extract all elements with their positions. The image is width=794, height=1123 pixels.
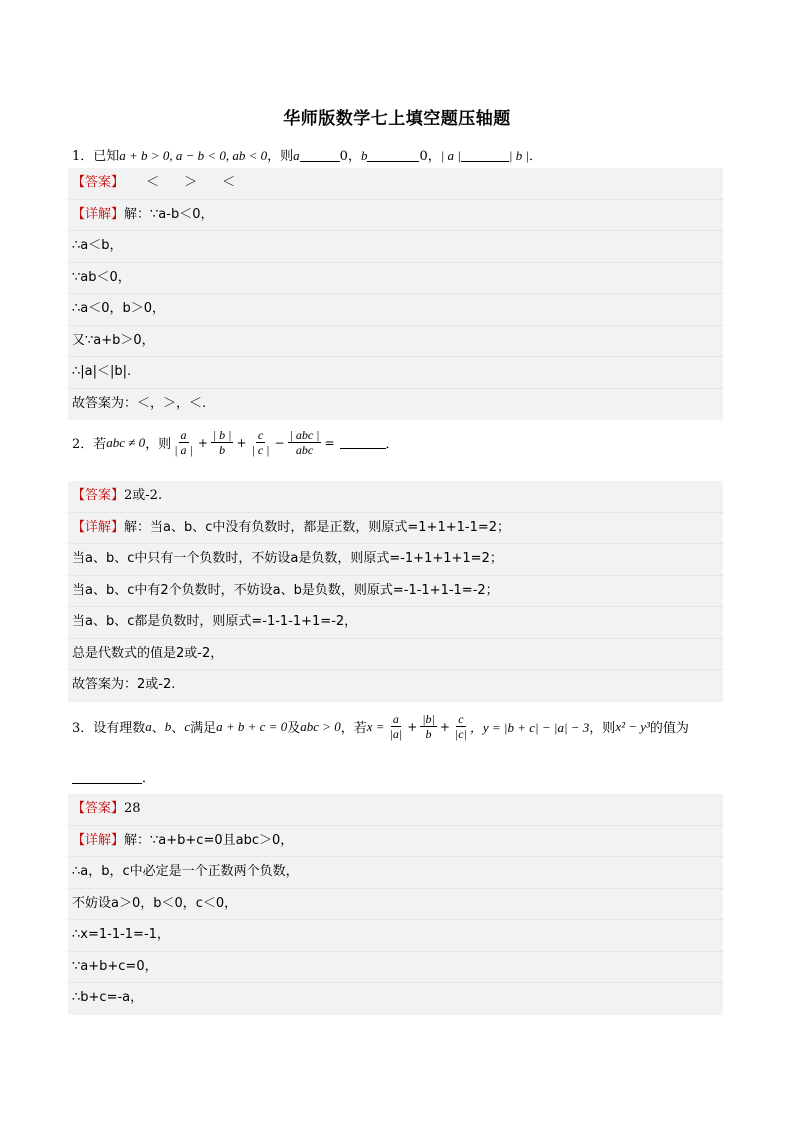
q3-mid-4: ，则: [589, 721, 616, 736]
q1-step: 又∵a+b＞0，: [68, 326, 723, 358]
q3-answer-value: 28: [124, 801, 141, 816]
q3-step: ∵a+b+c=0，: [68, 952, 723, 984]
q1-prefix: 1．已知: [72, 149, 120, 164]
q2-fraction-3: $\frac{c}{| c |}$: [251, 428, 270, 457]
detail-label: 【详解】: [72, 832, 125, 848]
question-2: [72, 428, 399, 457]
q2-end: ．: [385, 437, 399, 452]
q3-var-a: a: [145, 718, 152, 734]
q1-step: ∵ab＜0，: [68, 263, 723, 295]
q2-step: 当a、b、c都是负数时，则原式=-1-1-1+1=-2，: [68, 607, 723, 639]
detail-label: 【详解】: [72, 519, 125, 535]
q3-mid-5: 的值为: [649, 721, 689, 736]
q2-detail-row: [68, 513, 723, 545]
q1-step: ∴a＜0，b＞0，: [68, 294, 723, 326]
q2-step: 当a、b、c中只有一个负数时，不妨设a是负数，则原式=-1+1+1+1=2；: [68, 544, 723, 576]
q3-separator: 、: [151, 721, 165, 736]
answer-label: 【答案】: [72, 488, 125, 503]
q1-step: 解：∵a-b＜0，: [124, 206, 214, 222]
q3-expression: x² − y³: [615, 718, 650, 734]
q1-abs-b: | b |: [508, 148, 530, 163]
q2-step: 当a、b、c中有2个负数时，不妨设a、b是负数，则原式=-1-1+1-1=-2；: [68, 576, 723, 608]
q1-zero-1: 0，: [339, 149, 361, 164]
q2-answer-row: [68, 481, 723, 513]
equals-sign: =: [324, 435, 335, 450]
q1-answer-value: ＜ ＞ ＜: [146, 175, 242, 190]
q1-zero-2: 0，: [419, 149, 441, 164]
q3-condition-2: abc > 0: [300, 718, 341, 734]
q1-abs-a: | a |: [440, 148, 461, 163]
q2-fraction-2: $\frac{| b |}{b}$: [212, 428, 232, 457]
q3-var-b: b: [164, 718, 172, 734]
q1-mid: ，则: [267, 149, 294, 164]
q2-step: 故答案为：2或-2.: [72, 677, 176, 692]
q1-end: ．: [529, 149, 543, 164]
q3-detail-row: [68, 826, 723, 858]
q1-detail-row: [68, 200, 723, 232]
page-title: 华师版数学七上填空题压轴题: [283, 109, 511, 129]
q1-var-b: b: [360, 148, 368, 163]
q1-answer-row: [68, 168, 723, 200]
q1-answer-box: [68, 168, 723, 420]
q3-answer-box: [68, 794, 723, 1015]
q3-prefix: 3．设有理数: [72, 721, 146, 736]
q3-step: 解：∵a+b+c=0且abc＞0，: [124, 832, 294, 848]
q1-blank-3[interactable]: [461, 149, 509, 162]
q2-fraction-1: $\frac{a}{| a |}$: [174, 428, 193, 457]
q2-prefix: 2．若: [72, 437, 107, 452]
question-3-continuation: [72, 767, 155, 786]
plus-sign: +: [197, 435, 208, 450]
answer-label: 【答案】: [72, 175, 125, 190]
q3-blank[interactable]: [72, 771, 142, 784]
q1-blank-1[interactable]: [300, 149, 340, 162]
q3-x-equals: x =: [366, 718, 385, 734]
q3-mid-1: 满足: [190, 721, 217, 736]
q3-mid-2: 及: [287, 721, 301, 736]
q1-blank-2[interactable]: [367, 149, 419, 162]
q1-condition: a + b > 0, a − b < 0, ab < 0: [119, 148, 268, 163]
q1-step: 故答案为：＜，＞，＜.: [72, 395, 207, 411]
q2-answer-box: [68, 481, 723, 702]
q3-answer-row: [68, 794, 723, 826]
q3-mid-3: ，若: [340, 721, 367, 736]
question-1: [72, 145, 542, 164]
q1-step: ∴a＜b，: [68, 231, 723, 263]
q3-separator: 、: [171, 721, 185, 736]
plus-sign: +: [236, 435, 247, 450]
q1-step: ∴|a|＜|b|.: [68, 357, 723, 389]
q2-mid: ，则: [145, 437, 172, 452]
q3-end: ．: [142, 771, 156, 786]
q3-step: 不妨设a＞0，b＜0，c＜0，: [68, 889, 723, 921]
q3-step: ∴b+c=-a，: [72, 990, 144, 1005]
detail-label: 【详解】: [72, 206, 125, 222]
minus-sign: −: [274, 435, 285, 450]
q1-var-a: a: [293, 148, 300, 163]
q3-fraction-1: $\frac{a}{|a|}$: [389, 712, 403, 741]
q2-answer-value: 2或-2.: [124, 488, 163, 503]
q3-y-equation: ，y = |b + c| − |a| − 3: [469, 720, 590, 735]
q2-step: 总是代数式的值是2或-2，: [68, 639, 723, 671]
plus-sign: +: [407, 719, 418, 734]
q2-step: 解：当a、b、c中没有负数时，都是正数，则原式=1+1+1-1=2；: [124, 519, 510, 535]
plus-sign: +: [439, 719, 450, 734]
q3-fraction-3: $\frac{c}{|c|}$: [454, 712, 467, 741]
question-3: [72, 712, 689, 741]
q2-blank[interactable]: [340, 436, 386, 449]
q2-condition: abc ≠ 0: [106, 434, 146, 450]
q3-var-c: c: [184, 718, 191, 734]
answer-label: 【答案】: [72, 801, 125, 816]
q3-step: ∴a，b，c中必定是一个正数两个负数，: [68, 857, 723, 889]
q3-fraction-2: $\frac{|b|}{b}$: [422, 712, 435, 741]
q3-step: ∴x=1-1-1=-1，: [68, 920, 723, 952]
q2-fraction-4: $\frac{\text{| abc |}}{\text{abc}}$: [289, 428, 320, 457]
q3-condition-1: a + b + c = 0: [216, 718, 288, 734]
